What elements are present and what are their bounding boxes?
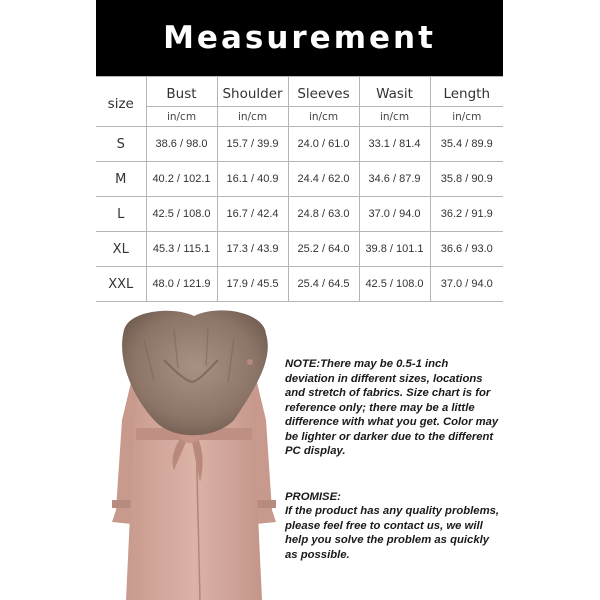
value-cell: 37.0 / 94.0 bbox=[430, 267, 503, 302]
unit-label: in/cm bbox=[217, 107, 288, 127]
value-cell: 35.4 / 89.9 bbox=[430, 127, 503, 162]
value-cell: 25.4 / 64.5 bbox=[288, 267, 359, 302]
value-cell: 33.1 / 81.4 bbox=[359, 127, 430, 162]
unit-label: in/cm bbox=[430, 107, 503, 127]
value-cell: 40.2 / 102.1 bbox=[146, 162, 217, 197]
column-header-waist: Wasit bbox=[359, 77, 430, 107]
value-cell: 39.8 / 101.1 bbox=[359, 232, 430, 267]
unit-label: in/cm bbox=[146, 107, 217, 127]
column-header-sleeves: Sleeves bbox=[288, 77, 359, 107]
table-row bbox=[96, 127, 503, 162]
promise-title: PROMISE: bbox=[285, 491, 341, 503]
value-cell: 42.5 / 108.0 bbox=[359, 267, 430, 302]
size-cell: L bbox=[96, 197, 146, 232]
value-cell: 37.0 / 94.0 bbox=[359, 197, 430, 232]
value-cell: 45.3 / 115.1 bbox=[146, 232, 217, 267]
title-banner bbox=[96, 0, 503, 76]
value-cell: 36.2 / 91.9 bbox=[430, 197, 503, 232]
value-cell: 24.8 / 63.0 bbox=[288, 197, 359, 232]
coat-product-image bbox=[104, 310, 284, 600]
value-cell: 17.9 / 45.5 bbox=[217, 267, 288, 302]
unit-label: in/cm bbox=[288, 107, 359, 127]
promise-text: If the product has any quality problems, please feel free to contact us, we will help you solve the problem as quickly as possible. bbox=[285, 505, 500, 561]
page-title: Measurement bbox=[163, 20, 436, 56]
value-cell: 24.0 / 61.0 bbox=[288, 127, 359, 162]
value-cell: 36.6 / 93.0 bbox=[430, 232, 503, 267]
value-cell: 16.1 / 40.9 bbox=[217, 162, 288, 197]
table-row bbox=[96, 162, 503, 197]
value-cell: 48.0 / 121.9 bbox=[146, 267, 217, 302]
size-chart-table bbox=[96, 76, 503, 302]
size-cell: M bbox=[96, 162, 146, 197]
size-column-header: size bbox=[96, 77, 146, 127]
column-header-shoulder: Shoulder bbox=[217, 77, 288, 107]
value-cell: 35.8 / 90.9 bbox=[430, 162, 503, 197]
column-header-bust: Bust bbox=[146, 77, 217, 107]
value-cell: 42.5 / 108.0 bbox=[146, 197, 217, 232]
value-cell: 24.4 / 62.0 bbox=[288, 162, 359, 197]
size-cell: XXL bbox=[96, 267, 146, 302]
unit-label: in/cm bbox=[359, 107, 430, 127]
column-header-length: Length bbox=[430, 77, 503, 107]
table-row bbox=[96, 232, 503, 267]
value-cell: 34.6 / 87.9 bbox=[359, 162, 430, 197]
value-cell: 25.2 / 64.0 bbox=[288, 232, 359, 267]
size-cell: S bbox=[96, 127, 146, 162]
table-row bbox=[96, 197, 503, 232]
table-row bbox=[96, 267, 503, 302]
value-cell: 38.6 / 98.0 bbox=[146, 127, 217, 162]
value-cell: 17.3 / 43.9 bbox=[217, 232, 288, 267]
note-text: NOTE:There may be 0.5-1 inch deviation in different sizes, locations and stretch of fabrics. Size chart is for reference only; there may be a little difference with what you get. Color may be lighter or darker due to the different PC display. bbox=[285, 358, 499, 457]
value-cell: 15.7 / 39.9 bbox=[217, 127, 288, 162]
value-cell: 16.7 / 42.4 bbox=[217, 197, 288, 232]
size-cell: XL bbox=[96, 232, 146, 267]
